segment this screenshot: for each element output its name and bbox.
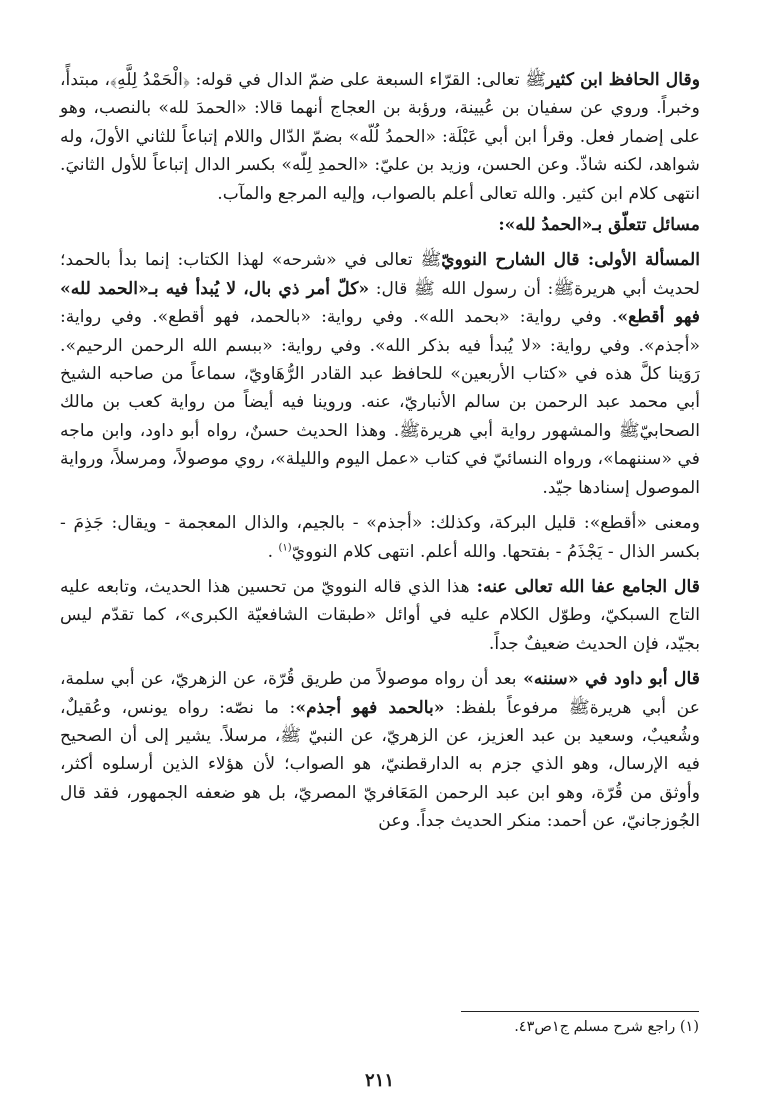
bold-text: قال الجامع عفا الله تعالى عنه: xyxy=(469,576,700,597)
bold-text: المسألة الأولى: قال الشارح النوويّ xyxy=(441,250,700,271)
bold-text: «كلّ أمر ذي بال، لا يُبدأ فيه بـ«الحمد لله» فهو أقطع» xyxy=(60,278,701,328)
page-number: ٢١١ xyxy=(364,1070,394,1091)
body-text: ﷺ تعالى: القرّاء السبعة على ضمّ الدال في قوله: ﴿الْحَمْدُ لِلَّهِ﴾، مبتدأً، وخبراً. وروي عن سفيان بن عُيينة، ورؤبة بن العجاج أنهما قالا: «الحمدَ لله» بالنصب، وهو على إضمار فعل. وقرأ ابن أبي عَبْلَة: «الحمدُ لُلّه» بضمّ الدّال واللام إتباعاً للثاني الأولَ، وله شواهد، لكنه شاذّ. وعن الحسن، وزيد بن عليّ: «الحمدِ لِلّه» بكسر الدال إتباعاً للأول الثانيَ. انتهى كلام ابن كثير. والله تعالى أعلم بالصواب، وإليه المرجع والمآب. xyxy=(60,70,700,204)
body-text: بعد أن رواه موصولاً من طريق قُرّة، عن الزهريّ، عن أبي سلمة، عن أبي هريرةﷺ مرفوعاً بلفظ: xyxy=(60,669,700,718)
body-text: هذا الذي قاله النوويّ من تحسين هذا الحديث، وتابعه عليه التاج السبكيّ، وطوّل الكلام عليه في أوائل «طبقات الشافعيّة الكبرى»، كما تقدّم ليس بجيّد، فإن الحديث ضعيفٌ جداً. xyxy=(60,576,700,654)
bold-text: «بالحمد فهو أجذم» xyxy=(295,697,445,718)
body-text: ومعنى «أقطع»: قليل البركة، وكذلك: «أجذم» - بالجيم، والذال المعجمة - ويقال: جَذِمَ - بكسر الذال - يَجْذَمُ - بفتحها. والله أعلم. انتهى كلام النوويّ xyxy=(60,513,700,562)
para-meaning xyxy=(60,509,700,566)
bold-text: وقال الحافظ ابن كثير xyxy=(545,70,701,90)
para-first-issue xyxy=(60,246,700,502)
footnote-marker: (١) xyxy=(278,541,292,553)
bold-text: مسائل تتعلّق بـ«الحمدُ لله»: xyxy=(498,215,700,236)
body-text: : ما نصّه: رواه يونس، وعُقيلٌ، وشُعيبٌ، وسعيد بن عبد العزيز، عن الزهريّ، عن النبيّ ﷺ، مرسلاً. يشير إلى أن الصحيح فيه الإرسال، وهو الذي جزم به الدارقطنيّ، هو الصواب؛ لأن هؤلاء الذين أرسلوه أكثر، وأوثق من قُرّة، وهو ابن عبد الرحمن المَعَافريّ المصريّ، بل هو ضعفه الجمهور، فقد قال الجُوزجانيّ، عن أحمد: منكر الحديث جداً. وعن xyxy=(60,697,700,832)
body-text: . وفي رواية: «بحمد الله». وفي رواية: «بالحمد، فهو أقطع». وفي رواية: «أجذم». وفي رواية: «لا يُبدأ فيه بذكر الله». وفي رواية: «ببسم الله الرحمن الرحيم». رَوَينا كلَّ هذه في «كتاب الأربعين» للحافظ عبد القادر الرُّهَاويّ، سماعاً من صاحبه الشيخ أبي محمد عبد الرحمن بن سالم الأنباريّ، عنه. وروينا فيه أيضاً من رواية كعب بن مالك الصحابيّﷺ والمشهور رواية أبي هريرةﷺ. وهذا الحديث حسنٌ، رواه أبو داود، وابن ماجه في «سننهما»، ورواه النسائيّ في كتاب «عمل اليوم والليلة»، روي موصولاً، ومرسلاً، ورواية الموصول إسنادها جيّد. xyxy=(60,307,700,498)
body-text: ﷺ تعالى في «شرحه» لهذا الكتاب: إنما بدأ بالحمد؛ لحديث أبي هريرةﷺ: أن رسول الله ﷺ قال: xyxy=(60,250,700,299)
para-ibn-kathir-quote xyxy=(60,66,700,208)
para-abu-dawud xyxy=(60,665,700,835)
footnote-divider xyxy=(461,1011,699,1012)
bold-text: قال أبو داود في «سننه» xyxy=(516,669,700,690)
body-text: . xyxy=(267,541,279,562)
para-compiler-comment xyxy=(60,573,700,658)
footnote: (١) راجع شرح مسلم ج١ص٤٣. xyxy=(514,1019,699,1035)
section-heading xyxy=(60,211,700,239)
page-body xyxy=(60,66,700,836)
